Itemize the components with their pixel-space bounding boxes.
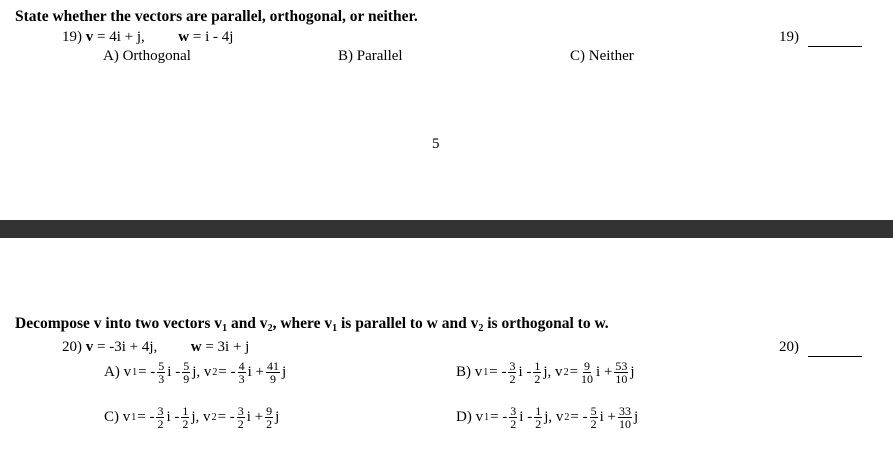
fraction-denominator: 10 <box>619 417 631 431</box>
subscript: 1 <box>132 367 138 378</box>
vector-v: v <box>85 339 94 355</box>
fraction-numerator: 9 <box>584 359 591 373</box>
fraction <box>265 405 273 430</box>
question-number: 20) <box>62 339 82 355</box>
option-c[interactable]: C) Neither <box>570 48 634 64</box>
term-j: j, v <box>191 409 211 425</box>
term-j: j <box>275 409 280 425</box>
option-b-decomposition[interactable] <box>455 360 636 385</box>
fraction-denominator: 3 <box>158 372 165 386</box>
instruction-19: State whether the vectors are parallel, orthogonal, or neither. <box>15 8 418 25</box>
vector-v: v <box>85 29 94 45</box>
option-label: A) v <box>104 364 132 380</box>
fraction-numerator: 1 <box>534 359 541 373</box>
page-number: 5 <box>432 136 440 152</box>
instruction-text-3: , where v <box>272 315 333 332</box>
fraction-numerator: 4 <box>238 359 245 373</box>
answer-label-20: 20) <box>779 339 799 355</box>
question-20 <box>62 339 249 356</box>
equals-sign: = - <box>218 364 236 380</box>
fraction-denominator: 10 <box>581 372 594 386</box>
fraction-denominator: 9 <box>270 372 276 386</box>
fraction-numerator: 1 <box>535 404 542 418</box>
term-i: i - <box>519 409 533 425</box>
equals-sign: = <box>569 364 579 380</box>
fraction-denominator: 9 <box>183 372 190 386</box>
fraction <box>181 405 189 430</box>
term-i: i - <box>166 409 180 425</box>
option-c-decomposition[interactable] <box>103 405 280 430</box>
term-j: j <box>630 364 635 380</box>
instruction-text-4: is parallel to w and v <box>337 315 479 332</box>
equals-sign: = - <box>138 364 156 380</box>
fraction-numerator: 1 <box>182 404 189 418</box>
instruction-text-5: is orthogonal to w. <box>483 315 609 332</box>
option-a[interactable]: A) Orthogonal <box>103 48 191 64</box>
subscript: 1 <box>222 323 228 334</box>
term-j: j <box>282 364 287 380</box>
page-divider <box>0 220 893 238</box>
fraction <box>182 360 190 385</box>
fraction-denominator: 2 <box>509 372 516 386</box>
fraction-numerator: 33 <box>619 404 631 418</box>
answer-line-20[interactable] <box>808 356 862 357</box>
fraction-denominator: 2 <box>266 417 273 431</box>
vector-v-value: = -3i + 4j, <box>93 339 158 355</box>
term-i: i + <box>599 409 616 425</box>
fraction <box>156 405 164 430</box>
vector-w-value: = 3i + j <box>201 339 250 355</box>
fraction-numerator: 3 <box>510 404 517 418</box>
option-label: B) v <box>456 364 483 380</box>
question-number: 19) <box>62 29 82 45</box>
subscript: 2 <box>564 412 570 423</box>
fraction <box>508 360 516 385</box>
fraction <box>238 360 246 385</box>
fraction-numerator: 5 <box>183 359 190 373</box>
option-label: C) v <box>104 409 131 425</box>
term-j: j <box>634 409 639 425</box>
term-i: i - <box>518 364 532 380</box>
term-j: j, v <box>543 364 563 380</box>
fraction <box>590 405 598 430</box>
fraction <box>157 360 165 385</box>
fraction-denominator: 2 <box>590 417 597 431</box>
fraction <box>533 360 541 385</box>
fraction-denominator: 2 <box>157 417 164 431</box>
fraction-numerator: 41 <box>267 359 279 373</box>
subscript: 1 <box>332 323 338 334</box>
fraction <box>534 405 542 430</box>
equals-sign: = - <box>490 409 508 425</box>
option-label: D) v <box>456 409 484 425</box>
vector-w: w <box>178 29 190 45</box>
fraction-numerator: 5 <box>590 404 597 418</box>
fraction-denominator: 2 <box>510 417 517 431</box>
option-a-decomposition[interactable] <box>103 360 287 385</box>
term-i: i + <box>247 364 264 380</box>
fraction-numerator: 53 <box>615 359 628 373</box>
answer-line-19[interactable] <box>808 46 862 47</box>
fraction <box>237 405 245 430</box>
instruction-text-2: and v <box>227 315 268 332</box>
term-j: j, v <box>192 364 212 380</box>
vector-w-value: = i - 4j <box>189 29 234 45</box>
fraction <box>266 360 280 385</box>
term-i: i - <box>167 364 181 380</box>
subscript: 2 <box>212 367 218 378</box>
vector-w: w <box>190 339 202 355</box>
fraction <box>618 405 632 430</box>
subscript: 2 <box>267 323 273 334</box>
subscript: 1 <box>484 412 490 423</box>
subscript: 1 <box>131 412 137 423</box>
subscript: 2 <box>563 367 569 378</box>
fraction-numerator: 5 <box>158 359 165 373</box>
subscript: 2 <box>478 323 484 334</box>
equals-sign: = - <box>137 409 155 425</box>
vector-v-value: = 4i + j, <box>93 29 145 45</box>
equals-sign: = - <box>489 364 507 380</box>
subscript: 2 <box>211 412 217 423</box>
fraction-denominator: 2 <box>237 417 244 431</box>
fraction-denominator: 2 <box>182 417 189 431</box>
term-i: i + <box>246 409 264 425</box>
equals-sign: = - <box>217 409 235 425</box>
fraction <box>509 405 517 430</box>
term-j: j, v <box>544 409 564 425</box>
fraction-denominator: 3 <box>238 372 245 386</box>
fraction-denominator: 2 <box>535 417 542 431</box>
option-d-decomposition[interactable] <box>455 405 639 430</box>
option-b[interactable]: B) Parallel <box>338 48 403 64</box>
fraction <box>580 360 594 385</box>
question-19 <box>62 29 233 46</box>
instruction-20 <box>15 315 609 334</box>
fraction-numerator: 3 <box>237 404 244 418</box>
answer-label-19: 19) <box>779 29 799 45</box>
subscript: 1 <box>483 367 489 378</box>
fraction-numerator: 3 <box>509 359 516 373</box>
instruction-text-1: Decompose v into two vectors v <box>15 315 223 332</box>
fraction-numerator: 3 <box>157 404 164 418</box>
fraction <box>614 360 628 385</box>
fraction-denominator: 2 <box>534 372 541 386</box>
term-i: i + <box>596 364 613 380</box>
fraction-numerator: 9 <box>266 404 273 418</box>
equals-sign: = - <box>570 409 588 425</box>
fraction-denominator: 10 <box>615 372 628 386</box>
